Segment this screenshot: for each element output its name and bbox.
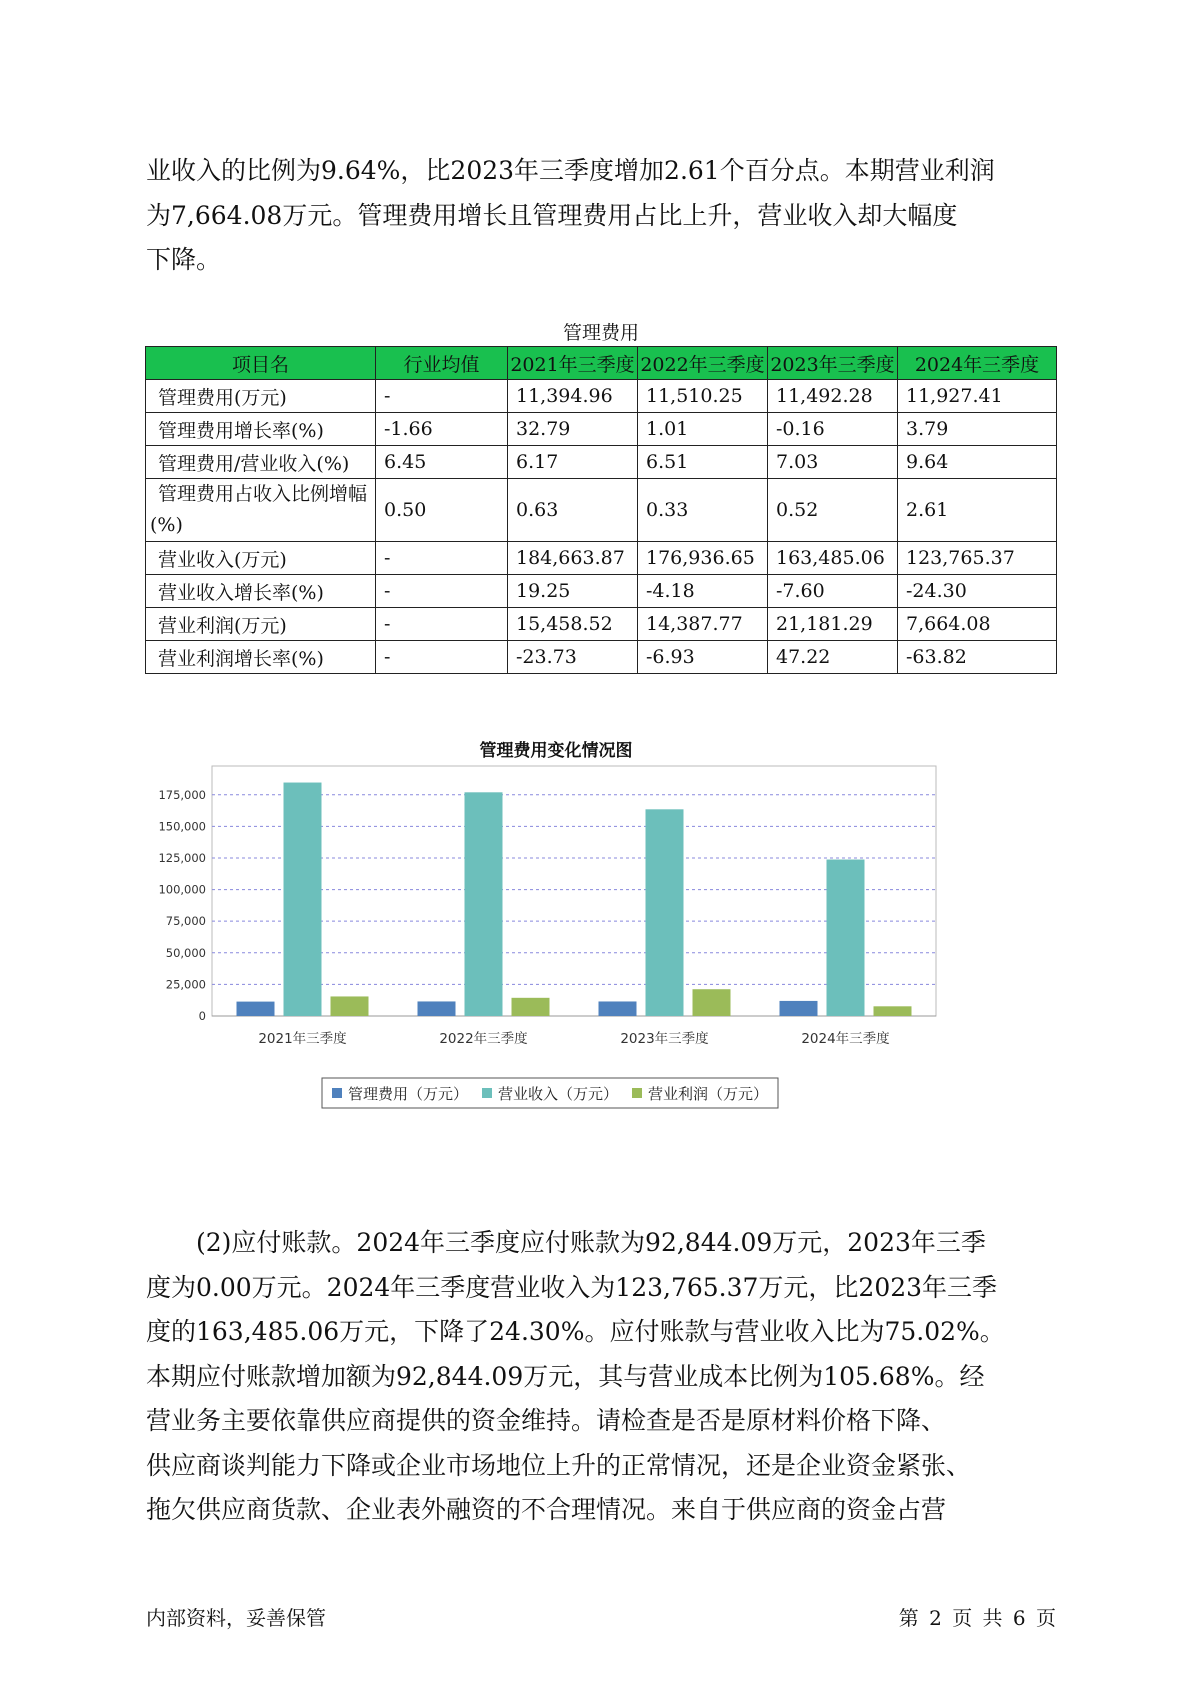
body-line: 供应商谈判能力下降或企业市场地位上升的正常情况，还是企业资金紧张、 (146, 1450, 972, 1480)
bar (874, 1006, 912, 1016)
body-line: 度为0.00万元。2024年三季度营业收入为123,765.37万元，比2023年三季 (146, 1272, 998, 1302)
management-fee-chart (146, 730, 1056, 1180)
table-cell: 7,664.08 (898, 608, 1057, 641)
chart-svg (146, 730, 1056, 1180)
y-tick-label: 75,000 (165, 914, 206, 929)
bar (465, 792, 503, 1016)
table-row (146, 608, 1057, 641)
bar (237, 1002, 275, 1016)
table-cell: -63.82 (898, 641, 1057, 674)
table-cell: 14,387.77 (638, 608, 768, 641)
table-header-cell: 行业均值 (376, 347, 508, 380)
footer-page-number: 第 2 页 共 6 页 (898, 1606, 1056, 1630)
table-cell: 6.45 (376, 446, 508, 479)
table-row-label: 营业收入增长率(%) (146, 575, 376, 608)
y-tick-label: 150,000 (158, 819, 206, 834)
table-cell: 9.64 (898, 446, 1057, 479)
table-cell: 11,394.96 (508, 380, 638, 413)
table-cell: - (376, 380, 508, 413)
table-cell: -7.60 (768, 575, 898, 608)
table-cell: -0.16 (768, 413, 898, 446)
table-cell: 0.50 (376, 479, 508, 542)
table-cell: 6.17 (508, 446, 638, 479)
table-cell: 176,936.65 (638, 542, 768, 575)
legend-swatch (632, 1088, 642, 1098)
table-row (146, 575, 1057, 608)
table-cell: - (376, 641, 508, 674)
table-cell: 11,492.28 (768, 380, 898, 413)
table-header-row (146, 347, 1057, 380)
y-tick-label: 0 (198, 1009, 206, 1023)
body-line: 本期应付账款增加额为92,844.09万元，其与营业成本比例为105.68%。经 (146, 1361, 985, 1391)
table-header-cell: 2024年三季度 (898, 347, 1057, 380)
table-header-cell: 2021年三季度 (508, 347, 638, 380)
table-row (146, 641, 1057, 674)
table-cell: 1.01 (638, 413, 768, 446)
table-cell: 11,510.25 (638, 380, 768, 413)
bar (284, 783, 322, 1016)
table-cell: 0.33 (638, 479, 768, 542)
x-tick-label: 2021年三季度 (258, 1031, 347, 1047)
table-row-label: 管理费用增长率(%) (146, 413, 376, 446)
legend-swatch (332, 1088, 342, 1098)
bar (646, 809, 684, 1016)
body-line: 拖欠供应商货款、企业表外融资的不合理情况。来自于供应商的资金占营 (146, 1495, 947, 1524)
table-cell: 32.79 (508, 413, 638, 446)
table-row-label: 营业利润增长率(%) (146, 641, 376, 674)
table-cell: 123,765.37 (898, 542, 1057, 575)
bar (599, 1001, 637, 1016)
table-cell: 19.25 (508, 575, 638, 608)
table-cell: 163,485.06 (768, 542, 898, 575)
table-cell: 15,458.52 (508, 608, 638, 641)
table-cell: - (376, 542, 508, 575)
table-row-label: 管理费用/营业收入(%) (146, 446, 376, 479)
table-cell: 2.61 (898, 479, 1057, 542)
x-tick-label: 2023年三季度 (620, 1031, 709, 1047)
bar (827, 860, 865, 1016)
bar (693, 989, 731, 1016)
table-row-label: 管理费用(万元) (146, 380, 376, 413)
intro-line: 为7,664.08万元。管理费用增长且管理费用占比上升，营业收入却大幅度 (146, 200, 958, 230)
table-cell: 21,181.29 (768, 608, 898, 641)
table-cell: - (376, 608, 508, 641)
table-row-label: 营业利润(万元) (146, 608, 376, 641)
table-cell: 184,663.87 (508, 542, 638, 575)
table-cell: -23.73 (508, 641, 638, 674)
table-row (146, 479, 1057, 542)
body-line: 营业务主要依靠供应商提供的资金维持。请检查是否是原材料价格下降、 (146, 1406, 947, 1435)
intro-line: 业收入的比例为9.64%，比2023年三季度增加2.61个百分点。本期营业利润 (146, 156, 995, 185)
table-row (146, 446, 1057, 479)
table-cell: 0.63 (508, 479, 638, 542)
table-cell: 7.03 (768, 446, 898, 479)
table-cell: - (376, 575, 508, 608)
table-header-cell: 2022年三季度 (638, 347, 768, 380)
table-row-label: 营业收入(万元) (146, 542, 376, 575)
y-tick-label: 50,000 (165, 945, 206, 960)
body-line: 度的163,485.06万元，下降了24.30%。应付账款与营业收入比为75.02%。 (146, 1317, 1005, 1346)
table-cell: -24.30 (898, 575, 1057, 608)
bar (780, 1001, 818, 1016)
table-header-cell: 项目名 (146, 347, 376, 380)
table-cell: 47.22 (768, 641, 898, 674)
intro-paragraph (146, 149, 1056, 283)
table-caption: 管理费用 (562, 322, 639, 344)
bar (418, 1001, 456, 1016)
table-row (146, 413, 1057, 446)
footer-confidential-note: 内部资料，妥善保管 (146, 1606, 326, 1630)
payables-paragraph (146, 1221, 1056, 1533)
table-row-label: 管理费用占收入比例增幅(%) (146, 479, 376, 542)
table-header-cell: 2023年三季度 (768, 347, 898, 380)
legend-label: 管理费用（万元） (348, 1085, 469, 1103)
y-tick-label: 25,000 (165, 977, 206, 992)
y-tick-label: 100,000 (158, 882, 206, 897)
chart-title: 管理费用变化情况图 (479, 741, 633, 761)
table-cell: -1.66 (376, 413, 508, 446)
legend-label: 营业利润（万元） (648, 1085, 769, 1103)
table-row (146, 380, 1057, 413)
table-cell: 0.52 (768, 479, 898, 542)
table-cell: 6.51 (638, 446, 768, 479)
table-cell: 3.79 (898, 413, 1057, 446)
y-tick-label: 175,000 (158, 787, 206, 802)
bar (512, 998, 550, 1016)
bar (331, 996, 369, 1016)
legend-swatch (482, 1088, 492, 1098)
body-line: (2)应付账款。2024年三季度应付账款为92,844.09万元，2023年三季 (196, 1228, 986, 1257)
table-cell: -6.93 (638, 641, 768, 674)
table-cell: 11,927.41 (898, 380, 1057, 413)
y-tick-label: 125,000 (158, 850, 206, 865)
table-cell: -4.18 (638, 575, 768, 608)
management-fee-table (145, 346, 1057, 674)
x-tick-label: 2024年三季度 (801, 1031, 890, 1047)
table-row (146, 542, 1057, 575)
legend-label: 营业收入（万元） (498, 1085, 619, 1103)
intro-line: 下降。 (146, 245, 222, 274)
x-tick-label: 2022年三季度 (439, 1031, 528, 1047)
